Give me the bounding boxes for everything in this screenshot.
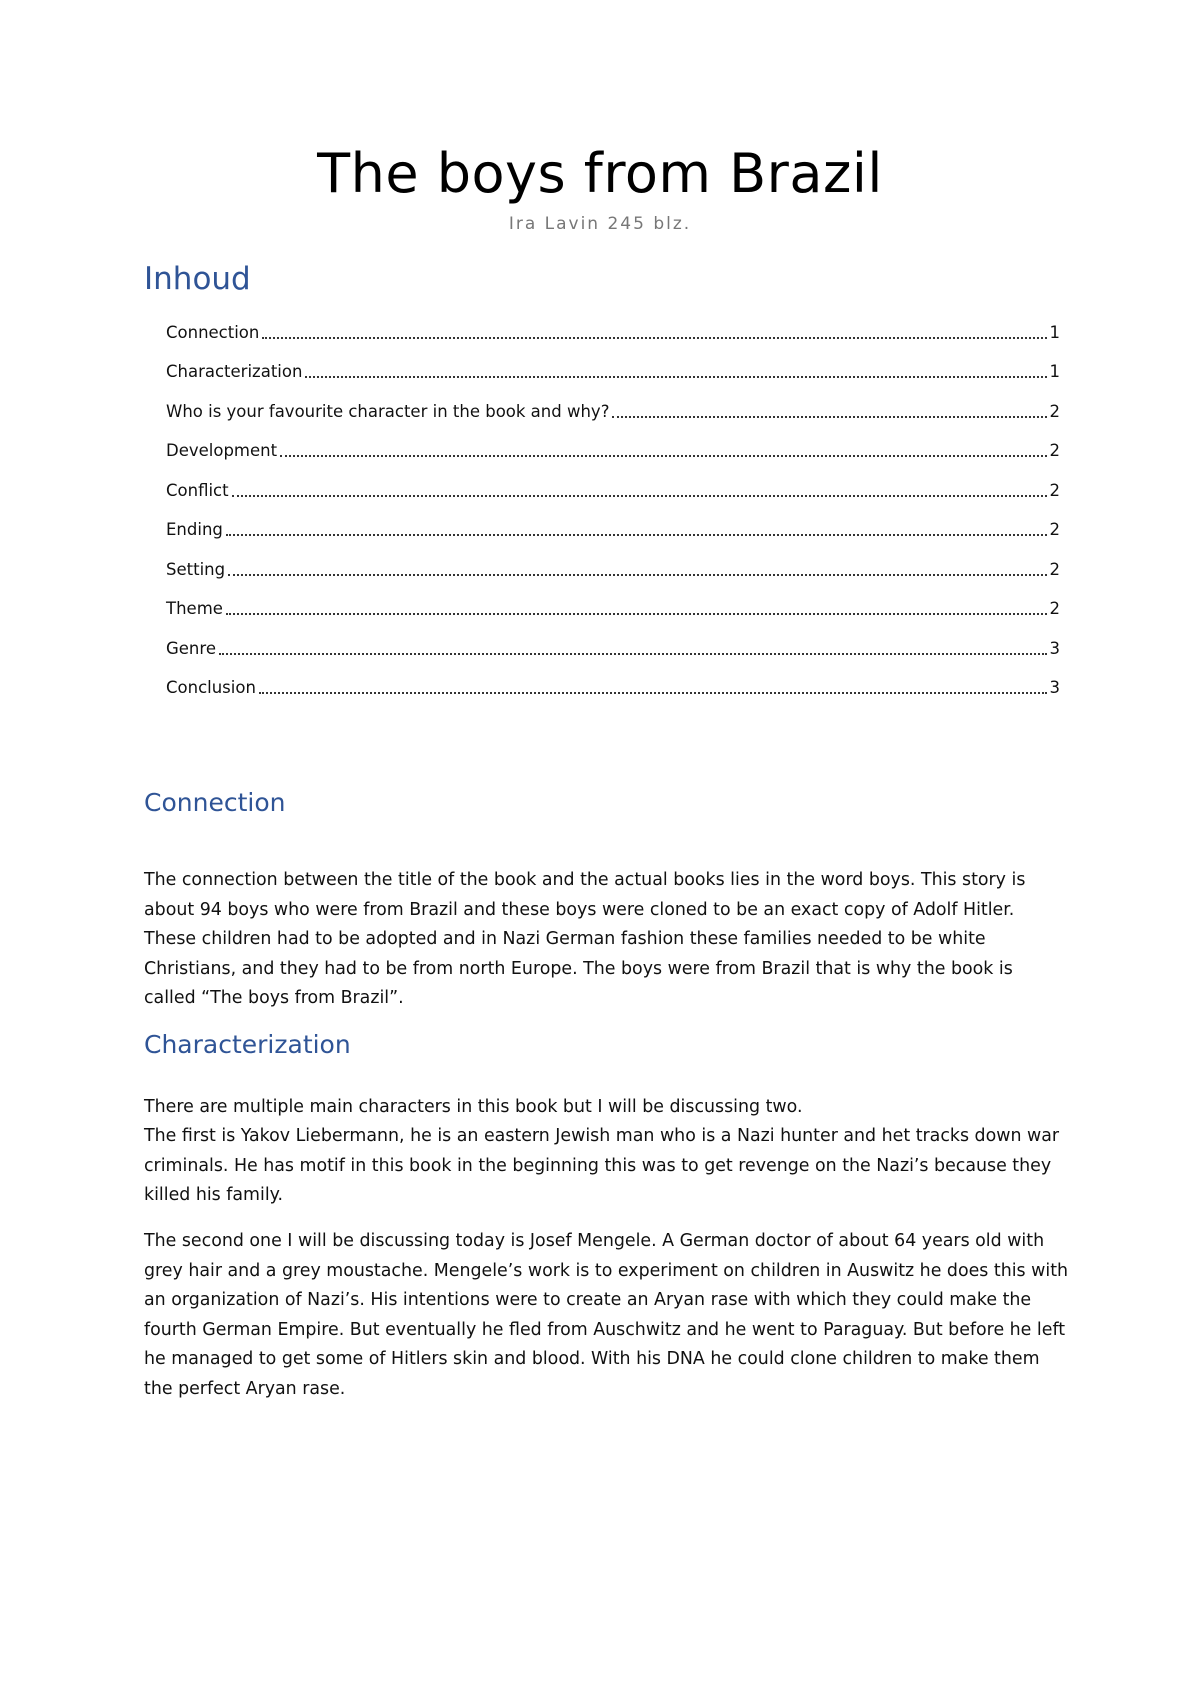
toc-entry-theme[interactable] bbox=[166, 583, 1060, 623]
toc-entry-setting[interactable] bbox=[166, 543, 1060, 583]
toc-entry-label: Theme bbox=[166, 599, 223, 618]
toc-dot-leader bbox=[305, 376, 1046, 378]
toc-entry-page: 2 bbox=[1049, 520, 1060, 539]
toc-dot-leader bbox=[259, 692, 1047, 694]
toc-dot-leader bbox=[219, 653, 1047, 655]
toc-entry-label: Development bbox=[166, 441, 278, 460]
characterization-paragraph-intro: There are multiple main characters in this book but I will be discussing two. bbox=[144, 1097, 803, 1117]
section-heading-characterization: Characterization bbox=[144, 1030, 351, 1059]
toc-entry-favourite-character[interactable] bbox=[166, 385, 1060, 425]
toc-entry-page: 1 bbox=[1049, 362, 1060, 381]
toc-entry-label: Ending bbox=[166, 520, 223, 539]
toc-entry-page: 3 bbox=[1049, 678, 1060, 697]
toc-entry-genre[interactable] bbox=[166, 622, 1060, 662]
toc-dot-leader bbox=[232, 495, 1047, 497]
toc-dot-leader bbox=[262, 337, 1046, 339]
toc-entry-label: Setting bbox=[166, 559, 226, 579]
toc-entry-label: Connection bbox=[166, 322, 260, 342]
toc-entry-development[interactable] bbox=[166, 425, 1060, 465]
toc-entry-label: Who is your favourite character in the book and why? bbox=[166, 401, 610, 421]
toc-dot-leader bbox=[280, 455, 1046, 457]
toc-entry-page: 2 bbox=[1049, 441, 1060, 460]
characterization-paragraph-liebermann: The first is Yakov Liebermann, he is an eastern Jewish man who is a Nazi hunter and het tracks down war criminals. He has motif in this book in the beginning this was to get revenge on the Nazi’s because they killed his family. bbox=[144, 1126, 1060, 1205]
characterization-paragraph-mengele: The second one I will be discussing today is Josef Mengele. A German doctor of about 64 years old with grey hair and a grey moustache. Mengele’s work is to experiment on children in Auswitz he does this with an organization of Nazi’s. His intentions were to create an Aryan rase with which they could make the fourth German Empire. But eventually he fled from Auschwitz and he went to Paraguay. But before he left he managed to get some of Hitlers skin and blood. With his DNA he could clone children to make them the perfect Aryan rase. bbox=[144, 1231, 1069, 1399]
connection-paragraph: The connection between the title of the book and the actual books lies in the word boys. This story is about 94 boys who were from Brazil and these boys were cloned to be an exact copy of Adolf Hitler. These children had to be adopted and in Nazi German fashion these families needed to be white Christians, and they had to be from north Europe. The boys were from Brazil that is why the book is called “The boys from Brazil”. bbox=[144, 870, 1026, 1008]
toc-entry-page: 2 bbox=[1049, 559, 1060, 579]
toc-entry-label: Conclusion bbox=[166, 678, 256, 697]
toc-entry-label: Genre bbox=[166, 638, 216, 658]
toc-entry-characterization[interactable] bbox=[166, 346, 1060, 386]
document-subtitle: Ira Lavin 245 blz. bbox=[508, 214, 692, 234]
toc-dot-leader bbox=[228, 574, 1046, 576]
toc-entry-label: Conflict bbox=[166, 480, 229, 500]
toc-entry-page: 3 bbox=[1049, 638, 1060, 658]
toc-entry-page: 1 bbox=[1049, 322, 1060, 342]
toc-heading: Inhoud bbox=[144, 261, 251, 297]
toc-dot-leader bbox=[226, 534, 1047, 536]
toc-entry-conclusion[interactable] bbox=[166, 662, 1060, 702]
table-of-contents bbox=[166, 306, 1060, 701]
toc-entry-page: 2 bbox=[1049, 599, 1060, 618]
toc-dot-leader bbox=[226, 613, 1047, 615]
toc-entry-label: Characterization bbox=[166, 362, 303, 381]
document-title: The boys from Brazil bbox=[317, 142, 883, 205]
toc-entry-page: 2 bbox=[1049, 401, 1060, 421]
toc-entry-conflict[interactable] bbox=[166, 464, 1060, 504]
toc-entry-page: 2 bbox=[1049, 480, 1060, 500]
toc-dot-leader bbox=[612, 416, 1046, 418]
toc-entry-ending[interactable] bbox=[166, 504, 1060, 544]
section-heading-connection: Connection bbox=[144, 788, 286, 817]
toc-entry-connection[interactable] bbox=[166, 306, 1060, 346]
